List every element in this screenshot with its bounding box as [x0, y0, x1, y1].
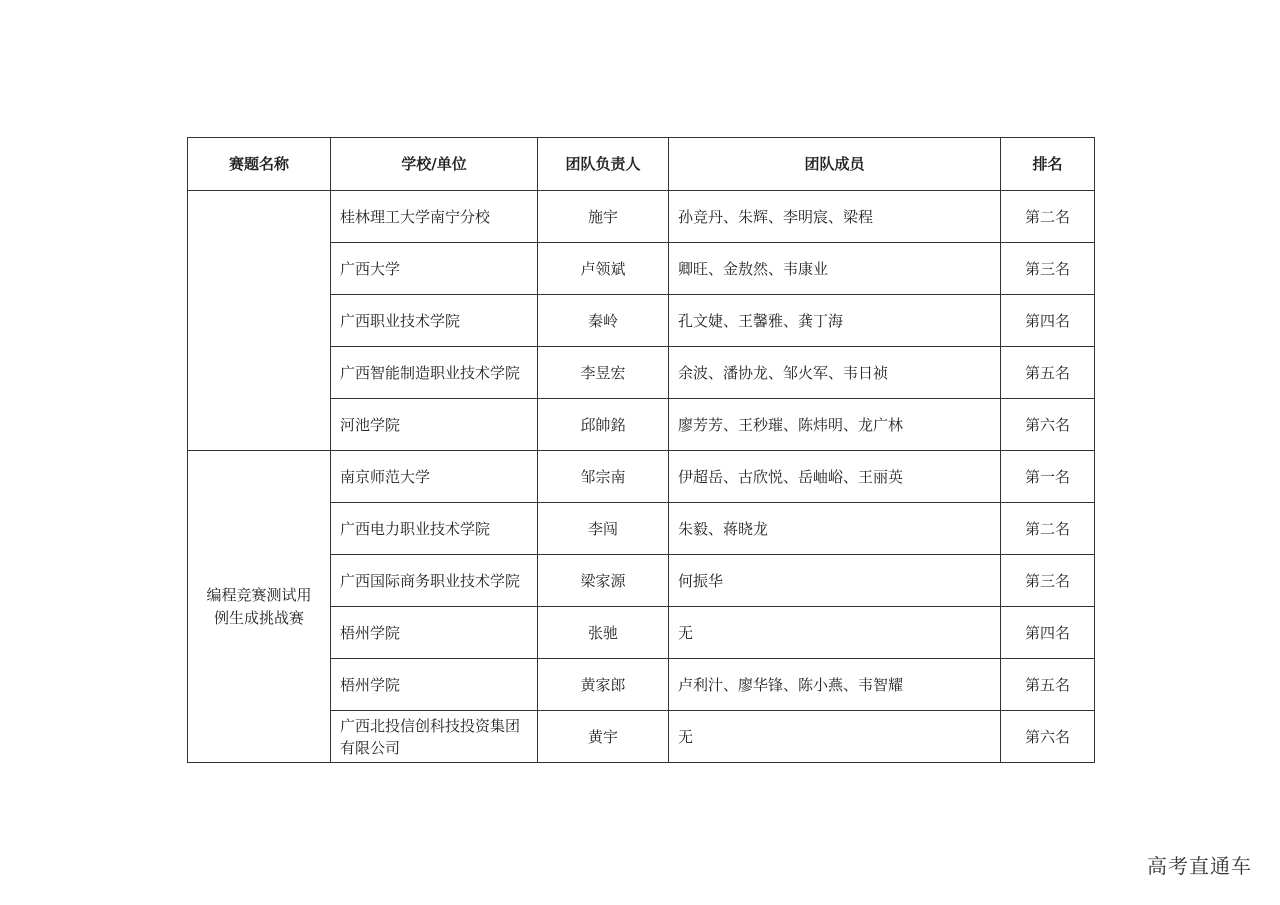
school-cell: 广西智能制造职业技术学院 [331, 347, 538, 399]
results-table [187, 137, 1095, 763]
leader-cell: 邱帥銘 [538, 399, 669, 451]
school-cell: 梧州学院 [331, 607, 538, 659]
table-row [188, 191, 1095, 243]
leader-cell: 张驰 [538, 607, 669, 659]
school-cell: 广西职业技术学院 [331, 295, 538, 347]
rank-cell: 第五名 [1001, 659, 1095, 711]
rank-cell: 第二名 [1001, 191, 1095, 243]
members-cell: 余波、潘协龙、邹火军、韦日祯 [669, 347, 1001, 399]
rank-cell: 第四名 [1001, 607, 1095, 659]
members-cell: 卢利汁、廖华锋、陈小燕、韦智耀 [669, 659, 1001, 711]
members-cell: 孔文婕、王馨雅、龚丁海 [669, 295, 1001, 347]
school-cell: 南京师范大学 [331, 451, 538, 503]
leader-cell: 黄宇 [538, 711, 669, 763]
leader-cell: 秦岭 [538, 295, 669, 347]
rank-cell: 第六名 [1001, 399, 1095, 451]
leader-cell: 卢领斌 [538, 243, 669, 295]
leader-cell: 梁家源 [538, 555, 669, 607]
rank-cell: 第三名 [1001, 243, 1095, 295]
members-cell: 朱毅、蒋晓龙 [669, 503, 1001, 555]
header-contest-name: 赛题名称 [188, 138, 331, 191]
table-header-row [188, 138, 1095, 191]
header-rank: 排名 [1001, 138, 1095, 191]
school-cell: 梧州学院 [331, 659, 538, 711]
members-cell: 无 [669, 607, 1001, 659]
watermark-logo: 高考直通车 [1147, 854, 1252, 878]
table-row [188, 451, 1095, 503]
leader-cell: 李闯 [538, 503, 669, 555]
header-team-leader: 团队负责人 [538, 138, 669, 191]
school-cell: 广西北投信创科技投资集团有限公司 [331, 711, 538, 763]
members-cell: 伊超岳、古欣悦、岳岫峪、王丽英 [669, 451, 1001, 503]
members-cell: 何振华 [669, 555, 1001, 607]
leader-cell: 黄家郎 [538, 659, 669, 711]
rank-cell: 第二名 [1001, 503, 1095, 555]
rank-cell: 第三名 [1001, 555, 1095, 607]
school-cell: 广西国际商务职业技术学院 [331, 555, 538, 607]
members-cell: 孙竞丹、朱辉、李明宸、梁程 [669, 191, 1001, 243]
rank-cell: 第六名 [1001, 711, 1095, 763]
members-cell: 无 [669, 711, 1001, 763]
contest-name-cell [188, 191, 331, 451]
contest-name-cell: 编程竞赛测试用例生成挑战赛 [188, 451, 331, 763]
school-cell: 桂林理工大学南宁分校 [331, 191, 538, 243]
header-school-unit: 学校/单位 [331, 138, 538, 191]
leader-cell: 施宇 [538, 191, 669, 243]
members-cell: 卿旺、金敖然、韦康业 [669, 243, 1001, 295]
header-team-members: 团队成员 [669, 138, 1001, 191]
leader-cell: 李昱宏 [538, 347, 669, 399]
rank-cell: 第四名 [1001, 295, 1095, 347]
school-cell: 广西电力职业技术学院 [331, 503, 538, 555]
rank-cell: 第一名 [1001, 451, 1095, 503]
school-cell: 广西大学 [331, 243, 538, 295]
members-cell: 廖芳芳、王秒璀、陈炜明、龙广林 [669, 399, 1001, 451]
leader-cell: 邹宗南 [538, 451, 669, 503]
school-cell: 河池学院 [331, 399, 538, 451]
rank-cell: 第五名 [1001, 347, 1095, 399]
